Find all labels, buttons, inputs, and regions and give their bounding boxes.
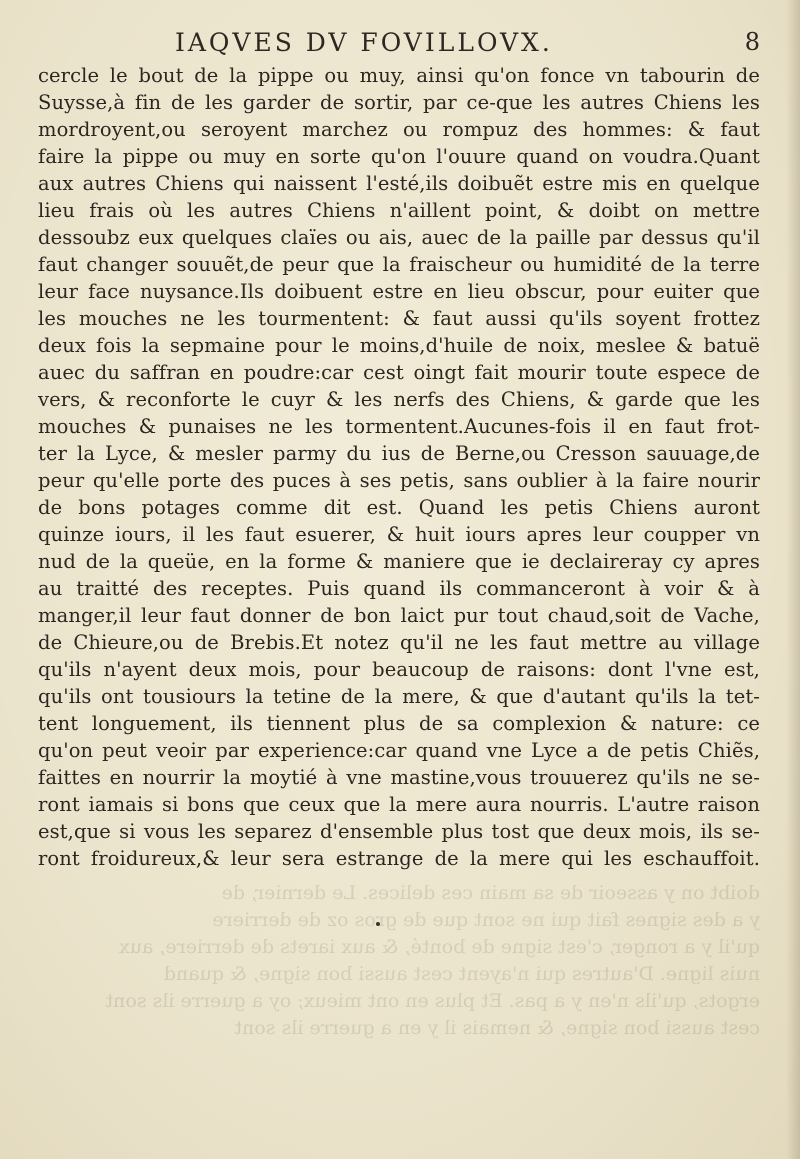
bleed-line: qu'il y a ronger, c'est signe de bonté, & aux iarets de derriere, aux bbox=[119, 936, 760, 958]
bleed-line: ergots, qu'ils n'en y a pas. Et plus en ont mieux; oy a guerre ils sont bbox=[105, 990, 760, 1012]
text-line: ter la Lyce, & mesler parmy du ius de Berne,ou Cresson sauuage,de bbox=[38, 442, 760, 465]
text-line: ront iamais si bons que ceux que la mere aura nourris. L'autre raison bbox=[38, 793, 760, 816]
text-line: les mouches ne les tourmentent: & faut aussi qu'ils soyent frottez bbox=[38, 307, 760, 330]
running-title: IAQVES DV FOVILLOVX. bbox=[175, 28, 553, 57]
text-line: ront froidureux,& leur sera estrange de la mere qui les eschauffoit. bbox=[38, 847, 760, 870]
text-line: au traitté des receptes. Puis quand ils commanceront à voir & à bbox=[38, 577, 760, 600]
text-line: lieu frais où les autres Chiens n'aillent point, & doibt on mettre bbox=[38, 199, 760, 222]
body-text bbox=[38, 62, 760, 872]
text-line: de Chieure,ou de Brebis.Et notez qu'il ne les faut mettre au village bbox=[38, 631, 760, 654]
text-line: deux fois la sepmaine pour le moins,d'huile de noix, meslee & batuë bbox=[38, 334, 760, 357]
page-number: 8 bbox=[744, 28, 760, 56]
text-line: nud de la queüe, en la forme & maniere que ie declaireray cy apres bbox=[38, 550, 760, 573]
bleed-line: y a des signes fait qui ne sont que de gros oz de derriere bbox=[212, 909, 760, 931]
text-line: faire la pippe ou muy en sorte qu'on l'ouure quand on voudra.Quant bbox=[38, 145, 760, 168]
text-line: vers, & reconforte le cuyr & les nerfs des Chiens, & garde que les bbox=[38, 388, 760, 411]
ink-dot bbox=[376, 922, 380, 926]
text-line: cercle le bout de la pippe ou muy, ainsi qu'on fonce vn tabourin de bbox=[38, 64, 760, 87]
text-line: leur face nuysance.Ils doibuent estre en lieu obscur, pour euiter que bbox=[38, 280, 760, 303]
bleed-line: nuis ligne. D'autres qui n'ayent cest aussi bon signe, & quand bbox=[163, 963, 760, 985]
text-line: quinze iours, il les faut esuerer, & huit iours apres leur coupper vn bbox=[38, 523, 760, 546]
text-line: faittes en nourrir la moytié à vne mastine,vous trouuerez qu'ils ne se- bbox=[38, 766, 760, 789]
bleed-through-text bbox=[40, 880, 760, 1090]
text-line: qu'ils ont tousiours la tetine de la mere, & que d'autant qu'ils la tet- bbox=[38, 685, 760, 708]
page-edge-shadow bbox=[786, 0, 800, 1159]
text-line: mouches & punaises ne les tormentent.Aucunes-fois il en faut frot- bbox=[38, 415, 760, 438]
bleed-line: doibt on y asseoir de sa main ces delices. Le dernier, de bbox=[221, 882, 760, 904]
text-line: aux autres Chiens qui naissent l'esté,ils doibuẽt estre mis en quelque bbox=[38, 172, 760, 195]
text-line: tent longuement, ils tiennent plus de sa complexion & nature: ce bbox=[38, 712, 760, 735]
bleed-line: cest aussi bon signe, & nemais il y en a guerre ils sont bbox=[234, 1017, 760, 1039]
text-line: mordroyent,ou seroyent marchez ou rompuz des hommes: & faut bbox=[38, 118, 760, 141]
text-line: manger,il leur faut donner de bon laict pur tout chaud,soit de Vache, bbox=[38, 604, 760, 627]
text-line: est,que si vous les separez d'ensemble plus tost que deux mois, ils se- bbox=[38, 820, 760, 843]
text-line: faut changer souuẽt,de peur que la fraischeur ou humidité de la terre bbox=[38, 253, 760, 276]
text-line: auec du saffran en poudre:car cest oingt fait mourir toute espece de bbox=[38, 361, 760, 384]
page-header bbox=[40, 22, 760, 62]
text-line: qu'ils n'ayent deux mois, pour beaucoup de raisons: dont l'vne est, bbox=[38, 658, 760, 681]
text-line: qu'on peut veoir par experience:car quand vne Lyce a de petis Chiẽs, bbox=[38, 739, 760, 762]
text-line: peur qu'elle porte des puces à ses petis, sans oublier à la faire nourir bbox=[38, 469, 760, 492]
text-line: Suysse,à fin de les garder de sortir, par ce-que les autres Chiens les bbox=[38, 91, 760, 114]
text-line: dessoubz eux quelques claïes ou ais, auec de la paille par dessus qu'il bbox=[38, 226, 760, 249]
text-line: de bons potages comme dit est. Quand les petis Chiens auront bbox=[38, 496, 760, 519]
